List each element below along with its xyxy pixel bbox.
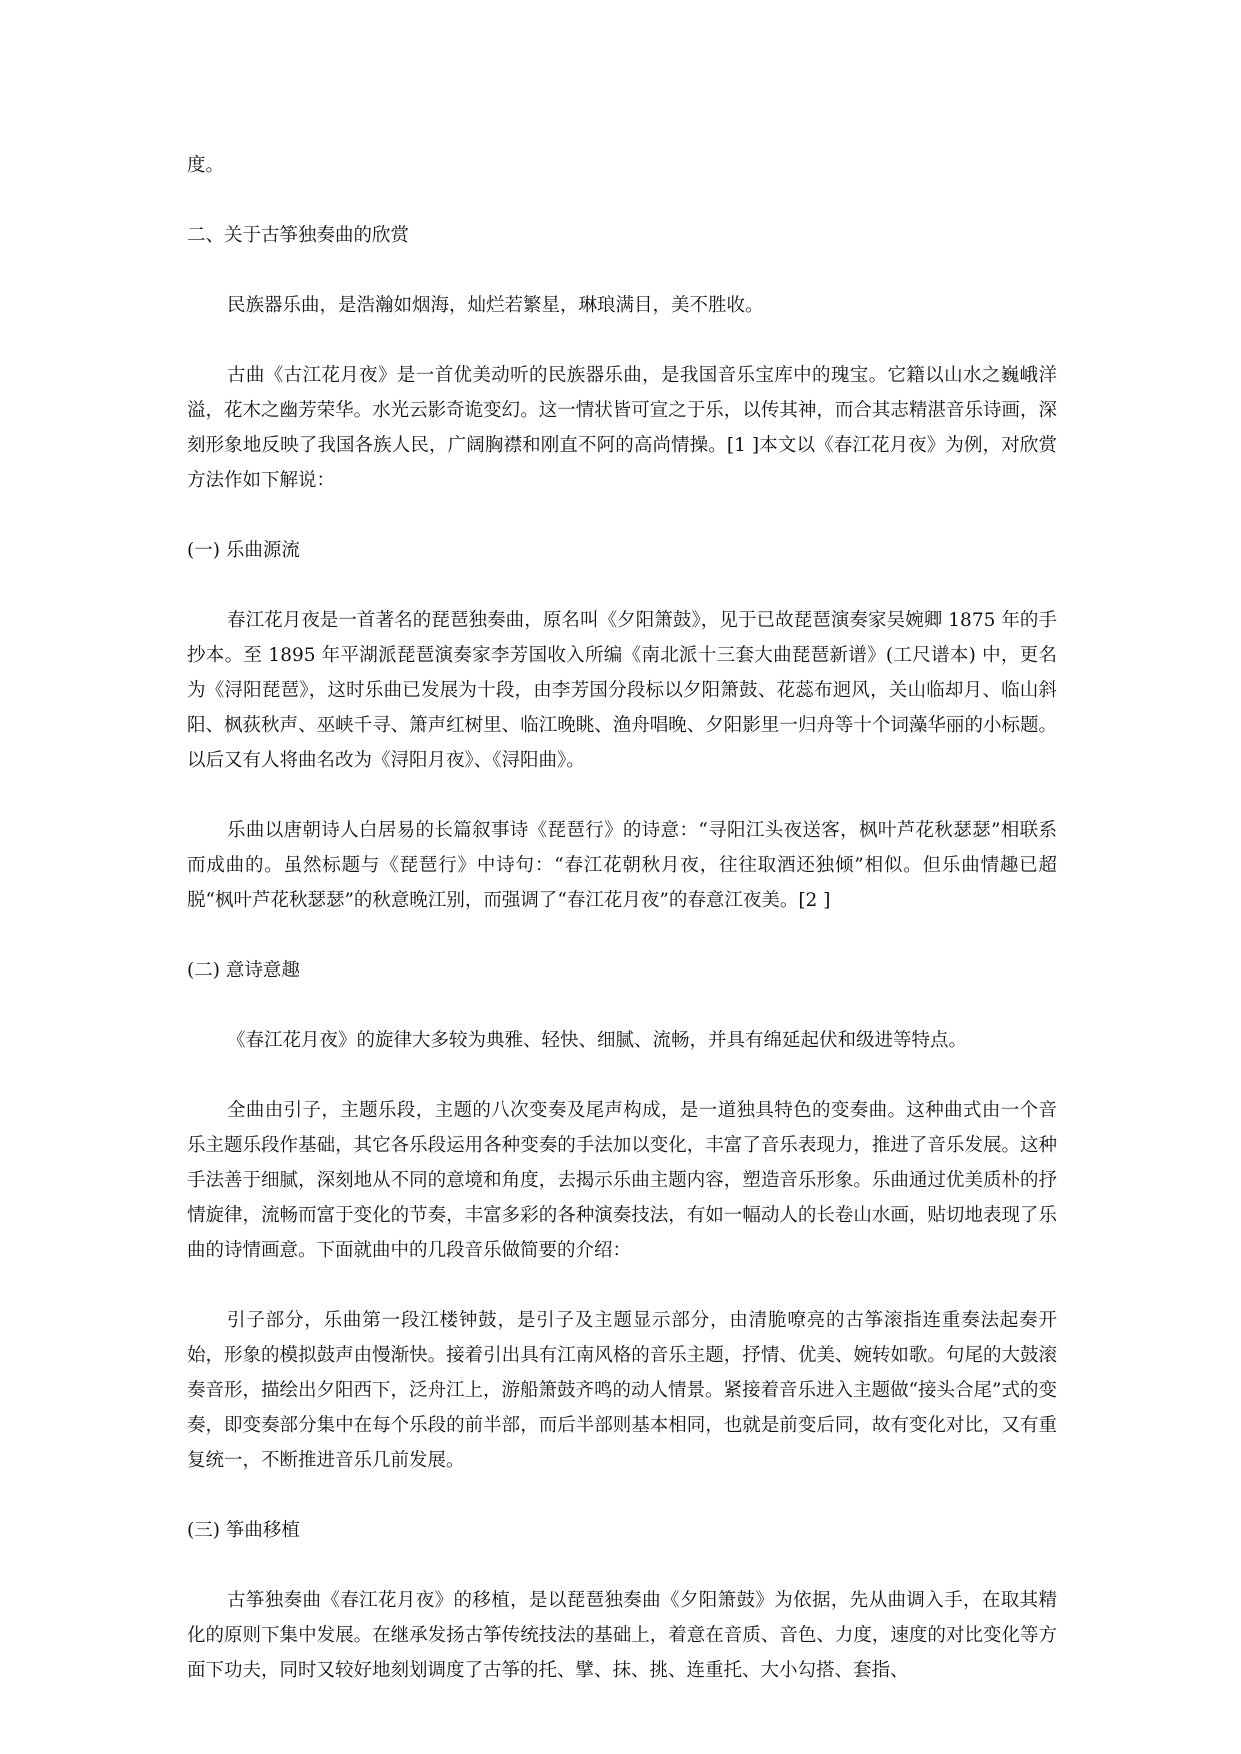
document-body xyxy=(187,148,1057,1688)
paragraph-fragment: 度。 xyxy=(187,155,225,176)
paragraph: 古曲《古江花月夜》是一首优美动听的民族器乐曲，是我国音乐宝库中的瑰宝。它籍以山水之巍峨洋溢，花木之幽芳荣华。水光云影奇诡变幻。这一情状皆可宣之于乐，以传其神，而合其志精湛音乐诗画，深刻形象地反映了我国各族人民，广阔胸襟和刚直不阿的高尚情操。[1 ]本文以《春江花月夜》为例，对欣赏方法作如下解说： xyxy=(187,365,1057,491)
paragraph: 《春江花月夜》的旋律大多较为典雅、轻快、细腻、流畅，并具有绵延起伏和级进等特点。 xyxy=(227,1030,968,1051)
paragraph: 引子部分，乐曲第一段江楼钟鼓，是引子及主题显示部分，由清脆嘹亮的古筝滚指连重奏法起奏开始，形象的模拟鼓声由慢渐快。接着引出具有江南风格的音乐主题，抒情、优美、婉转如歌。句尾的大鼓滚奏音形，描绘出夕阳西下，泛舟江上，游船箫鼓齐鸣的动人情景。紧接着音乐进入主题做“接头合尾”式的变奏，即变奏部分集中在每个乐段的前半部，而后半部则基本相同，也就是前变后同，故有变化对比，又有重复统一，不断推进音乐几前发展。 xyxy=(187,1310,1057,1471)
paragraph: 全曲由引子，主题乐段，主题的八次变奏及尾声构成，是一道独具特色的变奏曲。这种曲式由一个音乐主题乐段作基础，其它各乐段运用各种变奏的手法加以变化，丰富了音乐表现力，推进了音乐发展。这种手法善于细腻，深刻地从不同的意境和角度，去揭示乐曲主题内容，塑造音乐形象。乐曲通过优美质朴的抒情旋律，流畅而富于变化的节奏，丰富多彩的各种演奏技法，有如一幅动人的长卷山水画，贴切地表现了乐曲的诗情画意。下面就曲中的几段音乐做简要的介绍： xyxy=(187,1100,1057,1261)
subsection-heading: (二) 意诗意趣 xyxy=(187,960,300,981)
subsection-heading: (三) 筝曲移植 xyxy=(187,1520,300,1541)
section-heading: 二、关于古筝独奏曲的欣赏 xyxy=(187,225,410,246)
paragraph: 乐曲以唐朝诗人白居易的长篇叙事诗《琵琶行》的诗意：“寻阳江头夜送客，枫叶芦花秋瑟瑟”相联系而成曲的。虽然标题与《琵琶行》中诗句：“春江花朝秋月夜，往往取酒还独倾”相似。但乐曲情趣已超脱“枫叶芦花秋瑟瑟”的秋意晚江别，而强调了“春江花月夜”的春意江夜美。[2 ] xyxy=(187,820,1057,911)
paragraph: 古筝独奏曲《春江花月夜》的移植，是以琵琶独奏曲《夕阳箫鼓》为依据，先从曲调入手，在取其精化的原则下集中发展。在继承发扬古筝传统技法的基础上，着意在音质、音色、力度，速度的对比变化等方面下功夫，同时又较好地刻划调度了古筝的托、擘、抹、挑、连重托、大小勾搭、套指、 xyxy=(187,1590,1057,1681)
paragraph: 民族器乐曲，是浩瀚如烟海，灿烂若繁星，琳琅满目，美不胜收。 xyxy=(227,295,764,316)
subsection-heading: (一) 乐曲源流 xyxy=(187,540,300,561)
paragraph: 春江花月夜是一首著名的琵琶独奏曲，原名叫《夕阳箫鼓》，见于已故琵琶演奏家吴婉卿 1875 年的手抄本。至 1895 年平湖派琵琶演奏家李芳国收入所编《南北派十三套大曲琵琶新谱》(工尺谱本) 中，更名为《浔阳琵琶》，这时乐曲已发展为十段，由李芳国分段标以夕阳箫鼓、花蕊布迥风，关山临却月、临山斜阳、枫荻秋声、巫峡千寻、箫声红树里、临江晚眺、渔舟唱晚、夕阳影里一归舟等十个词藻华丽的小标题。以后又有人将曲名改为《浔阳月夜》、《浔阳曲》。 xyxy=(187,610,1057,771)
